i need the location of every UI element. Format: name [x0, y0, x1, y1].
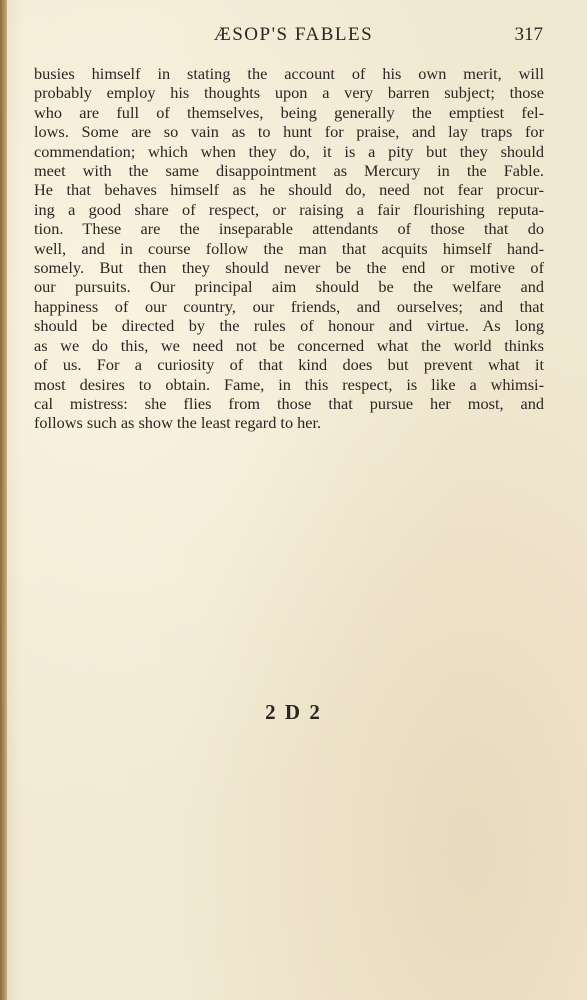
- text-line: tion. These are the inseparable attendants of those that do: [34, 219, 544, 239]
- text-line: probably employ his thoughts upon a very barren subject; those: [34, 83, 544, 103]
- text-line: who are full of themselves, being generally the emptiest fel-: [34, 102, 544, 122]
- text-line: should be directed by the rules of honour and virtue. As long: [34, 316, 544, 336]
- text-line: busies himself in stating the account of his own merit, will: [34, 64, 544, 83]
- text-line: He that behaves himself as he should do, need not fear procur-: [34, 180, 544, 200]
- running-head-title: ÆSOP'S FABLES: [213, 24, 374, 45]
- page-edge-shadow: [0, 0, 7, 1000]
- text-line-last: follows such as show the least regard to her.: [34, 413, 322, 433]
- text-line: lows. Some are so vain as to hunt for praise, and lay traps for: [34, 122, 544, 142]
- text-line: most desires to obtain. Fame, in this respect, is like a whimsi-: [34, 374, 544, 394]
- text-line: happiness of our country, our friends, and ourselves; and that: [34, 296, 544, 316]
- text-line: well, and in course follow the man that acquits himself hand-: [34, 238, 544, 258]
- text-line: meet with the same disappointment as Mercury in the Fable.: [34, 161, 544, 181]
- body-text: [34, 64, 544, 433]
- text-line: commendation; which when they do, it is a pity but they should: [34, 141, 544, 161]
- text-line: as we do this, we need not be concerned what the world thinks: [34, 335, 544, 355]
- signature-mark: 2 D 2: [265, 700, 322, 724]
- text-line: cal mistress: she flies from those that pursue her most, and: [34, 393, 544, 413]
- running-head: [0, 24, 587, 48]
- text-line: of us. For a curiosity of that kind does but prevent what it: [34, 355, 544, 375]
- text-line: our pursuits. Our principal aim should be the welfare and: [34, 277, 544, 297]
- text-line: ing a good share of respect, or raising a fair flourishing reputa-: [34, 199, 544, 219]
- page-number: 317: [514, 24, 543, 45]
- text-line: somely. But then they should never be the end or motive of: [34, 258, 544, 278]
